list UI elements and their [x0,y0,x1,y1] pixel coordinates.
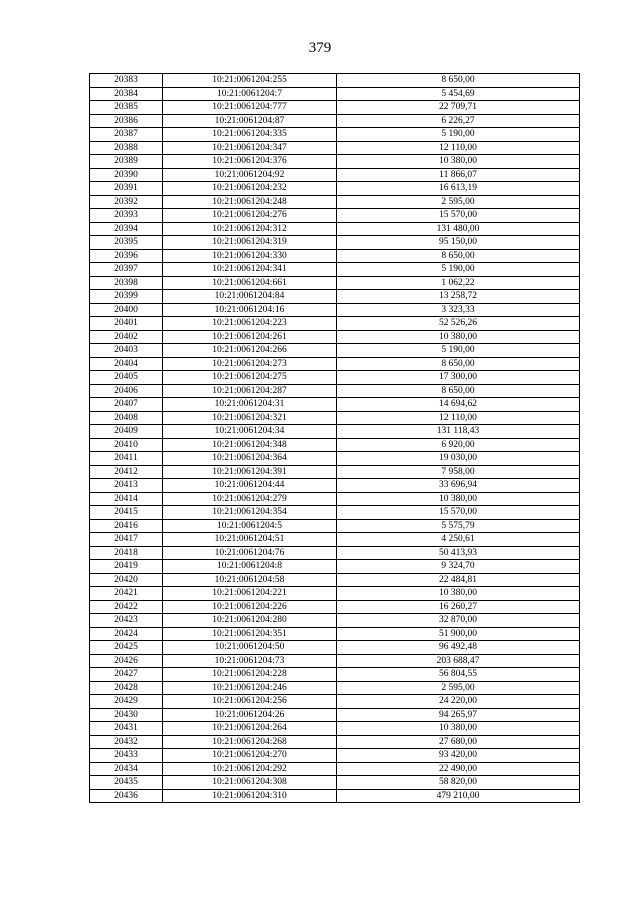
table-row [90,344,580,358]
row-number-cell: 20408 [90,411,163,425]
table-row [90,168,580,182]
amount-cell: 12 110,00 [337,411,580,425]
cadastral-number-cell: 10:21:0061204:7 [163,87,337,101]
table-body [90,74,580,803]
table-row [90,114,580,128]
table-row [90,506,580,520]
amount-cell: 203 688,47 [337,654,580,668]
table-row [90,155,580,169]
row-number-cell: 20394 [90,222,163,236]
cadastral-number-cell: 10:21:0061204:223 [163,317,337,331]
amount-cell: 10 380,00 [337,330,580,344]
cadastral-number-cell: 10:21:0061204:73 [163,654,337,668]
row-number-cell: 20390 [90,168,163,182]
amount-cell: 8 650,00 [337,249,580,263]
table-row [90,371,580,385]
cadastral-number-cell: 10:21:0061204:16 [163,303,337,317]
row-number-cell: 20430 [90,708,163,722]
row-number-cell: 20384 [90,87,163,101]
row-number-cell: 20414 [90,492,163,506]
row-number-cell: 20419 [90,560,163,574]
cadastral-number-cell: 10:21:0061204:264 [163,722,337,736]
amount-cell: 4 250,61 [337,533,580,547]
cadastral-number-cell: 10:21:0061204:308 [163,776,337,790]
amount-cell: 5 454,69 [337,87,580,101]
amount-cell: 22 709,71 [337,101,580,115]
cadastral-table [89,73,580,803]
amount-cell: 27 680,00 [337,735,580,749]
row-number-cell: 20387 [90,128,163,142]
amount-cell: 24 220,00 [337,695,580,709]
cadastral-number-cell: 10:21:0061204:34 [163,425,337,439]
row-number-cell: 20386 [90,114,163,128]
amount-cell: 96 492,48 [337,641,580,655]
row-number-cell: 20402 [90,330,163,344]
table-row [90,128,580,142]
table-row [90,681,580,695]
amount-cell: 22 484,81 [337,573,580,587]
table-row [90,641,580,655]
cadastral-number-cell: 10:21:0061204:777 [163,101,337,115]
table-row [90,222,580,236]
row-number-cell: 20389 [90,155,163,169]
table-row [90,209,580,223]
row-number-cell: 20429 [90,695,163,709]
amount-cell: 16 613,19 [337,182,580,196]
cadastral-number-cell: 10:21:0061204:341 [163,263,337,277]
row-number-cell: 20436 [90,789,163,803]
amount-cell: 52 526,26 [337,317,580,331]
row-number-cell: 20413 [90,479,163,493]
row-number-cell: 20417 [90,533,163,547]
amount-cell: 2 595,00 [337,195,580,209]
cadastral-number-cell: 10:21:0061204:261 [163,330,337,344]
row-number-cell: 20395 [90,236,163,250]
row-number-cell: 20410 [90,438,163,452]
table-row [90,425,580,439]
row-number-cell: 20396 [90,249,163,263]
row-number-cell: 20423 [90,614,163,628]
row-number-cell: 20422 [90,600,163,614]
cadastral-number-cell: 10:21:0061204:8 [163,560,337,574]
row-number-cell: 20398 [90,276,163,290]
row-number-cell: 20431 [90,722,163,736]
table-row [90,263,580,277]
amount-cell: 6 226,27 [337,114,580,128]
table-row [90,722,580,736]
amount-cell: 8 650,00 [337,74,580,88]
cadastral-number-cell: 10:21:0061204:246 [163,681,337,695]
row-number-cell: 20426 [90,654,163,668]
row-number-cell: 20406 [90,384,163,398]
amount-cell: 10 380,00 [337,155,580,169]
cadastral-number-cell: 10:21:0061204:273 [163,357,337,371]
row-number-cell: 20433 [90,749,163,763]
table-row [90,290,580,304]
amount-cell: 1 062,22 [337,276,580,290]
table-row [90,411,580,425]
row-number-cell: 20421 [90,587,163,601]
cadastral-number-cell: 10:21:0061204:50 [163,641,337,655]
amount-cell: 33 696,94 [337,479,580,493]
amount-cell: 17 300,00 [337,371,580,385]
cadastral-number-cell: 10:21:0061204:26 [163,708,337,722]
cadastral-number-cell: 10:21:0061204:661 [163,276,337,290]
cadastral-number-cell: 10:21:0061204:376 [163,155,337,169]
row-number-cell: 20401 [90,317,163,331]
table-row [90,789,580,803]
row-number-cell: 20392 [90,195,163,209]
table-row [90,236,580,250]
table-row [90,330,580,344]
cadastral-number-cell: 10:21:0061204:391 [163,465,337,479]
cadastral-number-cell: 10:21:0061204:312 [163,222,337,236]
row-number-cell: 20416 [90,519,163,533]
table-row [90,438,580,452]
table-row [90,87,580,101]
row-number-cell: 20420 [90,573,163,587]
row-number-cell: 20393 [90,209,163,223]
table-row [90,735,580,749]
cadastral-number-cell: 10:21:0061204:270 [163,749,337,763]
table-row [90,357,580,371]
amount-cell: 14 694,62 [337,398,580,412]
amount-cell: 51 900,00 [337,627,580,641]
amount-cell: 19 030,00 [337,452,580,466]
cadastral-number-cell: 10:21:0061204:310 [163,789,337,803]
amount-cell: 11 866,07 [337,168,580,182]
table-row [90,573,580,587]
cadastral-number-cell: 10:21:0061204:319 [163,236,337,250]
row-number-cell: 20412 [90,465,163,479]
amount-cell: 12 110,00 [337,141,580,155]
row-number-cell: 20409 [90,425,163,439]
row-number-cell: 20411 [90,452,163,466]
cadastral-number-cell: 10:21:0061204:348 [163,438,337,452]
table-row [90,533,580,547]
amount-cell: 22 490,00 [337,762,580,776]
cadastral-number-cell: 10:21:0061204:44 [163,479,337,493]
table-row [90,762,580,776]
amount-cell: 13 258,72 [337,290,580,304]
table-row [90,384,580,398]
row-number-cell: 20415 [90,506,163,520]
amount-cell: 93 420,00 [337,749,580,763]
cadastral-number-cell: 10:21:0061204:354 [163,506,337,520]
amount-cell: 8 650,00 [337,384,580,398]
cadastral-number-cell: 10:21:0061204:232 [163,182,337,196]
table-row [90,465,580,479]
cadastral-number-cell: 10:21:0061204:276 [163,209,337,223]
amount-cell: 15 570,00 [337,209,580,223]
table-row [90,452,580,466]
row-number-cell: 20424 [90,627,163,641]
cadastral-number-cell: 10:21:0061204:351 [163,627,337,641]
amount-cell: 7 958,00 [337,465,580,479]
table-row [90,519,580,533]
row-number-cell: 20397 [90,263,163,277]
amount-cell: 5 190,00 [337,128,580,142]
row-number-cell: 20403 [90,344,163,358]
cadastral-number-cell: 10:21:0061204:31 [163,398,337,412]
cadastral-number-cell: 10:21:0061204:255 [163,74,337,88]
table-row [90,303,580,317]
amount-cell: 56 804,55 [337,668,580,682]
amount-cell: 131 480,00 [337,222,580,236]
amount-cell: 94 265,97 [337,708,580,722]
row-number-cell: 20425 [90,641,163,655]
table-row [90,101,580,115]
cadastral-number-cell: 10:21:0061204:58 [163,573,337,587]
table-row [90,749,580,763]
cadastral-number-cell: 10:21:0061204:87 [163,114,337,128]
amount-cell: 10 380,00 [337,587,580,601]
cadastral-number-cell: 10:21:0061204:76 [163,546,337,560]
table-row [90,560,580,574]
cadastral-number-cell: 10:21:0061204:248 [163,195,337,209]
cadastral-number-cell: 10:21:0061204:228 [163,668,337,682]
table-row [90,600,580,614]
table-row [90,195,580,209]
cadastral-number-cell: 10:21:0061204:268 [163,735,337,749]
cadastral-number-cell: 10:21:0061204:364 [163,452,337,466]
cadastral-number-cell: 10:21:0061204:275 [163,371,337,385]
amount-cell: 58 820,00 [337,776,580,790]
row-number-cell: 20405 [90,371,163,385]
row-number-cell: 20404 [90,357,163,371]
amount-cell: 15 570,00 [337,506,580,520]
row-number-cell: 20428 [90,681,163,695]
row-number-cell: 20432 [90,735,163,749]
page-number: 379 [308,40,332,56]
cadastral-number-cell: 10:21:0061204:279 [163,492,337,506]
row-number-cell: 20407 [90,398,163,412]
cadastral-number-cell: 10:21:0061204:266 [163,344,337,358]
amount-cell: 9 324,70 [337,560,580,574]
table-row [90,479,580,493]
amount-cell: 5 575,79 [337,519,580,533]
cadastral-number-cell: 10:21:0061204:321 [163,411,337,425]
table-row [90,776,580,790]
cadastral-number-cell: 10:21:0061204:330 [163,249,337,263]
table-row [90,668,580,682]
table-row [90,398,580,412]
amount-cell: 16 260,27 [337,600,580,614]
table-row [90,276,580,290]
cadastral-number-cell: 10:21:0061204:292 [163,762,337,776]
table-row [90,654,580,668]
cadastral-number-cell: 10:21:0061204:280 [163,614,337,628]
cadastral-number-cell: 10:21:0061204:51 [163,533,337,547]
row-number-cell: 20434 [90,762,163,776]
amount-cell: 5 190,00 [337,344,580,358]
table-row [90,182,580,196]
row-number-cell: 20383 [90,74,163,88]
cadastral-number-cell: 10:21:0061204:92 [163,168,337,182]
table-row [90,708,580,722]
amount-cell: 131 118,43 [337,425,580,439]
amount-cell: 479 210,00 [337,789,580,803]
cadastral-number-cell: 10:21:0061204:84 [163,290,337,304]
table-row [90,74,580,88]
amount-cell: 50 413,93 [337,546,580,560]
row-number-cell: 20391 [90,182,163,196]
row-number-cell: 20388 [90,141,163,155]
row-number-cell: 20427 [90,668,163,682]
table-row [90,492,580,506]
amount-cell: 5 190,00 [337,263,580,277]
amount-cell: 2 595,00 [337,681,580,695]
table-row [90,614,580,628]
row-number-cell: 20435 [90,776,163,790]
amount-cell: 8 650,00 [337,357,580,371]
table-row [90,695,580,709]
amount-cell: 10 380,00 [337,492,580,506]
cadastral-number-cell: 10:21:0061204:256 [163,695,337,709]
cadastral-number-cell: 10:21:0061204:347 [163,141,337,155]
amount-cell: 6 920,00 [337,438,580,452]
row-number-cell: 20418 [90,546,163,560]
cadastral-number-cell: 10:21:0061204:5 [163,519,337,533]
row-number-cell: 20400 [90,303,163,317]
cadastral-number-cell: 10:21:0061204:287 [163,384,337,398]
row-number-cell: 20385 [90,101,163,115]
amount-cell: 3 323,33 [337,303,580,317]
cadastral-number-cell: 10:21:0061204:221 [163,587,337,601]
amount-cell: 32 870,00 [337,614,580,628]
row-number-cell: 20399 [90,290,163,304]
table-row [90,546,580,560]
cadastral-number-cell: 10:21:0061204:226 [163,600,337,614]
table-row [90,317,580,331]
amount-cell: 10 380,00 [337,722,580,736]
table-row [90,627,580,641]
table-row [90,141,580,155]
table-row [90,587,580,601]
cadastral-number-cell: 10:21:0061204:335 [163,128,337,142]
table-row [90,249,580,263]
amount-cell: 95 150,00 [337,236,580,250]
